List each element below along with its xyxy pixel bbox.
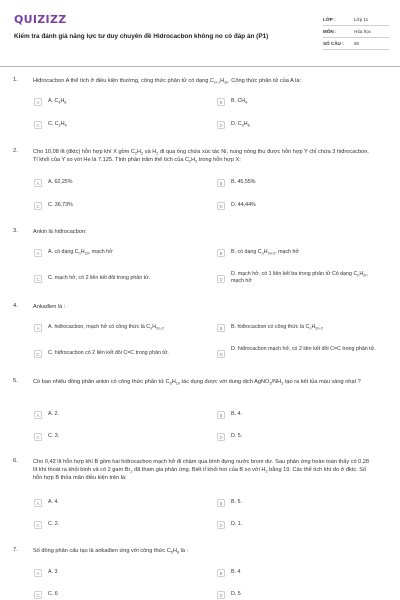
- option-b-text: B. 4: [231, 569, 241, 575]
- option-c-box[interactable]: C: [34, 121, 42, 129]
- option-a-box[interactable]: A: [34, 499, 42, 507]
- question-number: 6.: [13, 458, 18, 464]
- quizizz-logo: QUIZIZZ: [14, 13, 67, 26]
- question-number: 4.: [13, 303, 18, 309]
- option-a-text: A. 62,25%: [48, 179, 73, 185]
- question-number: 7.: [13, 547, 18, 553]
- question-number: 1.: [13, 77, 18, 83]
- option-d-box[interactable]: D: [217, 433, 225, 441]
- option-a-text: A. có dạng $C_nH_{2n}$, mạch hở: [48, 249, 113, 256]
- question-text: Hiđrocacbon A thể tích ở điều kiện thường, công thức phân tử có dạng $C_{x+1}H_{3x}$. Công thức phân tử của A là:: [33, 78, 301, 85]
- option-b-text: B. có dạng $C_nH_{2n-2}$, mạch hở: [231, 249, 299, 256]
- option-c-box[interactable]: C: [34, 591, 42, 599]
- option-c-box[interactable]: C: [34, 202, 42, 210]
- option-c-text: C. mạch hở, có 2 liên kết đôi trong phân tử.: [48, 275, 151, 281]
- question-text: Cho 0,42 lít hỗn hợp khí B gồm hai hiđrocacbon mạch hở đi chậm qua bình đựng nước brom dư. Sau phản ứng hoàn toàn thấy có 0,28 lít khí thoát ra khỏi bình và có 2 gam $Br_2$ đã tham gia phản ứng. Biết tỉ khối hơi của B so với $H_2$ bằng 19. Các thể tích khí đo ở đktc. Số hỗn hợp B thỏa mãn điều kiện trên là:: [33, 459, 370, 482]
- meta-row-question-count: [323, 38, 389, 50]
- option-d-box[interactable]: D: [217, 591, 225, 599]
- option-c-box[interactable]: C: [34, 433, 42, 441]
- option-d-text: D. hiđrocacbon mạch hở, có 2 liên kết đôi C=C trong phân tử.: [231, 346, 376, 352]
- option-c-box[interactable]: C: [34, 350, 42, 358]
- worksheet-header: [0, 0, 400, 68]
- option-d-text: D. mạch hở, có 1 liên kết ba trong phân tử Có dạng $C_nH_{2n}$ mạch hở: [231, 271, 368, 285]
- question-text: Ankin là hiđrocacbon:: [33, 229, 87, 235]
- option-b-text: B. hiđrocacbon có công thức là $C_nH_{2n-2}$: [231, 324, 323, 331]
- option-d-text: D. 5: [231, 591, 241, 597]
- question-text: Ankađien là :: [33, 304, 66, 310]
- option-a-box[interactable]: A: [34, 249, 42, 257]
- option-d-text: D. 44,44%: [231, 202, 256, 208]
- option-b-box[interactable]: B: [217, 249, 225, 257]
- option-c-box[interactable]: C: [34, 521, 42, 529]
- option-c-text: C. 2.: [48, 521, 60, 527]
- option-d-box[interactable]: D: [217, 275, 225, 283]
- option-b-box[interactable]: B: [217, 499, 225, 507]
- option-b-box[interactable]: B: [217, 98, 225, 106]
- option-b-box[interactable]: B: [217, 324, 225, 332]
- option-a-box[interactable]: A: [34, 98, 42, 106]
- meta-row-subject: [323, 26, 389, 38]
- option-c-text: C. 3.: [48, 433, 60, 439]
- option-b-box[interactable]: B: [217, 411, 225, 419]
- option-b-text: B. $CH_4$: [231, 98, 248, 105]
- option-b-box[interactable]: B: [217, 179, 225, 187]
- option-a-text: A. 2.: [48, 411, 59, 417]
- meta-label-class: LỚP :: [323, 17, 336, 22]
- question-number: 5.: [13, 378, 18, 384]
- question-number: 3.: [13, 228, 18, 234]
- meta-label-question-count: SỐ CÂU :: [323, 41, 344, 46]
- option-b-text: B. 4.: [231, 411, 242, 417]
- option-d-box[interactable]: D: [217, 350, 225, 358]
- option-c-text: C. hiđrocacbon có 2 liên kết đôi C=C trong phân tử.: [48, 350, 169, 356]
- option-a-box[interactable]: A: [34, 411, 42, 419]
- meta-value-subject: Hóa học: [354, 29, 372, 34]
- option-c-text: C. 36,73%: [48, 202, 73, 208]
- meta-value-class: Lớp 11: [354, 17, 369, 22]
- option-a-text: A. hiđrocacbon, mạch hở có công thức là $C_nH_{2n-2}$: [48, 324, 164, 331]
- worksheet-meta: [323, 14, 389, 50]
- option-a-text: A. 3: [48, 569, 58, 575]
- option-d-box[interactable]: D: [217, 121, 225, 129]
- worksheet-title: Kiểm tra đánh giá năng lực tư duy chuyên đề Hidrocacbon không no có đáp án (P1): [14, 33, 269, 40]
- option-a-text: A. $C_4H_8$: [48, 98, 67, 105]
- meta-value-question-count: 50: [354, 41, 360, 46]
- question-number: 2.: [13, 148, 18, 154]
- option-d-box[interactable]: D: [217, 521, 225, 529]
- option-a-box[interactable]: A: [34, 569, 42, 577]
- question-text: Cho 10,08 lít (đktc) hỗn hợp khí X gồm $C_2H_2$ và $H_2$ đi qua ống chứa xúc tác Ni, nung nóng thu được hỗn hợp Y chỉ chứa 3 hiđrocacbon. Tỉ khối của Y so với He là 7,125. Tính phần trăm thể tích của $C_2H_2$ trong hỗn hợp X:: [33, 149, 369, 164]
- meta-row-class: [323, 14, 389, 26]
- option-d-text: D. 5.: [231, 433, 243, 439]
- option-a-box[interactable]: A: [34, 179, 42, 187]
- meta-label-subject: MÔN :: [323, 29, 337, 34]
- option-c-text: C. $C_2H_6$: [48, 121, 67, 128]
- option-d-box[interactable]: D: [217, 202, 225, 210]
- header-divider: [0, 66, 400, 67]
- option-b-text: B. 45,55%: [231, 179, 256, 185]
- option-c-text: C. 6: [48, 591, 58, 597]
- option-b-box[interactable]: B: [217, 569, 225, 577]
- option-d-text: D. $C_3H_6$: [231, 121, 250, 128]
- option-a-box[interactable]: A: [34, 324, 42, 332]
- question-text: Có bao nhiêu đồng phân ankin có công thức phân tử $C_6H_{10}$ tác dụng được với dung dịch $AgNO_3/NH_3$ tạo ra kết tủa màu vàng nhạt ?: [33, 379, 361, 386]
- option-c-box[interactable]: C: [34, 275, 42, 283]
- option-d-text: D. 1.: [231, 521, 243, 527]
- option-b-text: B. 5.: [231, 499, 242, 505]
- option-a-text: A. 4.: [48, 499, 59, 505]
- question-text: Số đồng phân cấu tạo là ankađien ứng với công thức $C_5H_8$ là :: [33, 548, 189, 555]
